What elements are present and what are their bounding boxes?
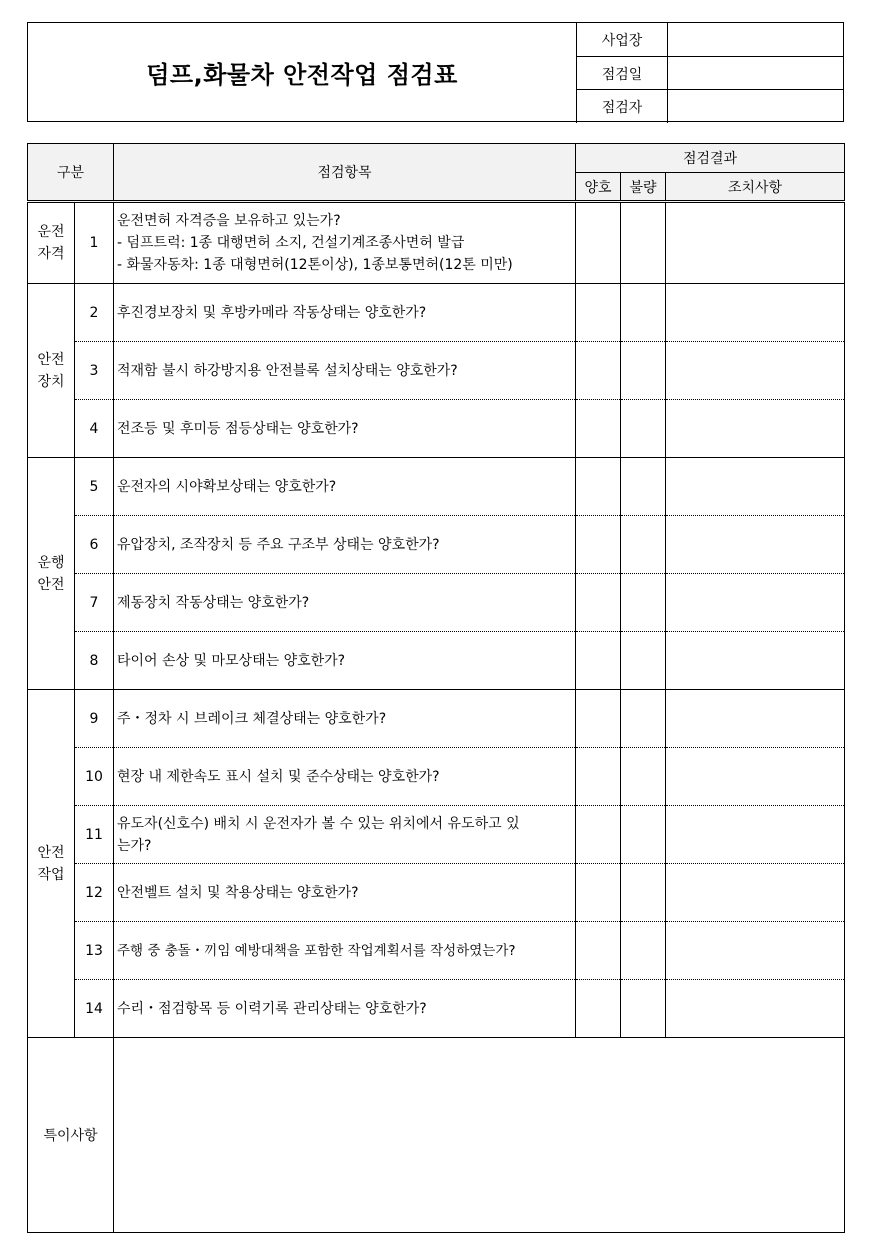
check-item: 타이어 손상 및 마모상태는 양호한가? bbox=[114, 632, 576, 690]
check-item: 유압장치, 조작장치 등 주요 구조부 상태는 양호한가? bbox=[114, 516, 576, 574]
meta-row-date bbox=[576, 56, 843, 90]
action-cell[interactable] bbox=[666, 516, 845, 574]
bad-cell[interactable] bbox=[621, 632, 666, 690]
header-item: 점검항목 bbox=[114, 144, 576, 202]
meta-row-inspector bbox=[576, 89, 843, 123]
action-cell[interactable] bbox=[666, 748, 845, 806]
header-result: 점검결과 bbox=[576, 144, 845, 173]
header-bad: 불량 bbox=[621, 173, 666, 202]
row-number: 9 bbox=[75, 690, 114, 748]
header-category: 구분 bbox=[28, 144, 114, 202]
bad-cell[interactable] bbox=[621, 748, 666, 806]
group-driver-qualification: 운전 자격 bbox=[28, 202, 75, 284]
good-cell[interactable] bbox=[576, 922, 621, 980]
bad-cell[interactable] bbox=[621, 284, 666, 342]
header-good: 양호 bbox=[576, 173, 621, 202]
bad-cell[interactable] bbox=[621, 690, 666, 748]
bad-cell[interactable] bbox=[621, 516, 666, 574]
notes-field[interactable] bbox=[114, 1038, 845, 1233]
action-cell[interactable] bbox=[666, 458, 845, 516]
document-title: 덤프,화물차 안전작업 점검표 bbox=[146, 60, 458, 89]
bad-cell[interactable] bbox=[621, 980, 666, 1038]
action-cell[interactable] bbox=[666, 574, 845, 632]
bad-cell[interactable] bbox=[621, 400, 666, 458]
action-cell[interactable] bbox=[666, 400, 845, 458]
good-cell[interactable] bbox=[576, 574, 621, 632]
notes-label: 특이사항 bbox=[28, 1038, 114, 1233]
group-driving-safety: 운행 안전 bbox=[28, 458, 75, 690]
good-cell[interactable] bbox=[576, 980, 621, 1038]
bad-cell[interactable] bbox=[621, 342, 666, 400]
bad-cell[interactable] bbox=[621, 574, 666, 632]
table-row bbox=[28, 690, 845, 748]
row-number: 10 bbox=[75, 748, 114, 806]
table-row bbox=[28, 342, 845, 400]
check-item: 운전자의 시야확보상태는 양호한가? bbox=[114, 458, 576, 516]
action-cell[interactable] bbox=[666, 864, 845, 922]
check-item: 제동장치 작동상태는 양호한가? bbox=[114, 574, 576, 632]
action-cell[interactable] bbox=[666, 690, 845, 748]
check-item: 전조등 및 후미등 점등상태는 양호한가? bbox=[114, 400, 576, 458]
check-item: 현장 내 제한속도 표시 설치 및 준수상태는 양호한가? bbox=[114, 748, 576, 806]
meta-value-site[interactable] bbox=[667, 23, 843, 56]
table-row bbox=[28, 864, 845, 922]
good-cell[interactable] bbox=[576, 516, 621, 574]
bad-cell[interactable] bbox=[621, 458, 666, 516]
table-row bbox=[28, 922, 845, 980]
row-number: 12 bbox=[75, 864, 114, 922]
bad-cell[interactable] bbox=[621, 864, 666, 922]
good-cell[interactable] bbox=[576, 690, 621, 748]
good-cell[interactable] bbox=[576, 864, 621, 922]
row-number: 8 bbox=[75, 632, 114, 690]
check-item: 주행 중 충돌・끼임 예방대책을 포함한 작업계획서를 작성하였는가? bbox=[114, 922, 576, 980]
row-number: 3 bbox=[75, 342, 114, 400]
header-action: 조치사항 bbox=[666, 173, 845, 202]
table-row bbox=[28, 400, 845, 458]
checklist-table bbox=[27, 143, 845, 1233]
good-cell[interactable] bbox=[576, 632, 621, 690]
meta-label-inspector: 점검자 bbox=[576, 90, 667, 123]
good-cell[interactable] bbox=[576, 202, 621, 284]
row-number: 5 bbox=[75, 458, 114, 516]
table-row bbox=[28, 748, 845, 806]
table-row bbox=[28, 516, 845, 574]
meta-row-site bbox=[576, 23, 843, 56]
check-item: 운전면허 자격증을 보유하고 있는가? - 덤프트럭: 1종 대행면허 소지, 건설기계조종사면허 발급 - 화물자동차: 1종 대형면허(12톤이상), 1종보통면허(12톤 미만) bbox=[114, 202, 576, 284]
good-cell[interactable] bbox=[576, 806, 621, 864]
check-item: 주・정차 시 브레이크 체결상태는 양호한가? bbox=[114, 690, 576, 748]
meta-label-site: 사업장 bbox=[576, 23, 667, 56]
action-cell[interactable] bbox=[666, 980, 845, 1038]
table-row bbox=[28, 458, 845, 516]
action-cell[interactable] bbox=[666, 922, 845, 980]
table-row bbox=[28, 574, 845, 632]
meta-value-date[interactable] bbox=[667, 57, 843, 90]
table-row bbox=[28, 980, 845, 1038]
row-number: 14 bbox=[75, 980, 114, 1038]
action-cell[interactable] bbox=[666, 632, 845, 690]
row-number: 4 bbox=[75, 400, 114, 458]
table-row bbox=[28, 806, 845, 864]
row-number: 13 bbox=[75, 922, 114, 980]
group-safe-work: 안전 작업 bbox=[28, 690, 75, 1038]
notes-row bbox=[28, 1038, 845, 1233]
row-number: 11 bbox=[75, 806, 114, 864]
table-row bbox=[28, 202, 845, 284]
table-row bbox=[28, 632, 845, 690]
good-cell[interactable] bbox=[576, 458, 621, 516]
check-item: 수리・점검항목 등 이력기록 관리상태는 양호한가? bbox=[114, 980, 576, 1038]
action-cell[interactable] bbox=[666, 202, 845, 284]
group-safety-device: 안전 장치 bbox=[28, 284, 75, 458]
check-item: 유도자(신호수) 배치 시 운전자가 볼 수 있는 위치에서 유도하고 있 는가? bbox=[114, 806, 576, 864]
document-header bbox=[27, 22, 844, 122]
row-number: 7 bbox=[75, 574, 114, 632]
bad-cell[interactable] bbox=[621, 922, 666, 980]
check-item: 안전벨트 설치 및 착용상태는 양호한가? bbox=[114, 864, 576, 922]
good-cell[interactable] bbox=[576, 748, 621, 806]
action-cell[interactable] bbox=[666, 284, 845, 342]
row-number: 2 bbox=[75, 284, 114, 342]
check-item: 후진경보장치 및 후방카메라 작동상태는 양호한가? bbox=[114, 284, 576, 342]
good-cell[interactable] bbox=[576, 400, 621, 458]
bad-cell[interactable] bbox=[621, 806, 666, 864]
good-cell[interactable] bbox=[576, 284, 621, 342]
bad-cell[interactable] bbox=[621, 202, 666, 284]
table-row bbox=[28, 284, 845, 342]
row-number: 6 bbox=[75, 516, 114, 574]
action-cell[interactable] bbox=[666, 806, 845, 864]
row-number: 1 bbox=[75, 202, 114, 284]
action-cell[interactable] bbox=[666, 342, 845, 400]
meta-label-date: 점검일 bbox=[576, 57, 667, 90]
good-cell[interactable] bbox=[576, 342, 621, 400]
check-item: 적재함 불시 하강방지용 안전블록 설치상태는 양호한가? bbox=[114, 342, 576, 400]
meta-value-inspector[interactable] bbox=[667, 90, 843, 123]
